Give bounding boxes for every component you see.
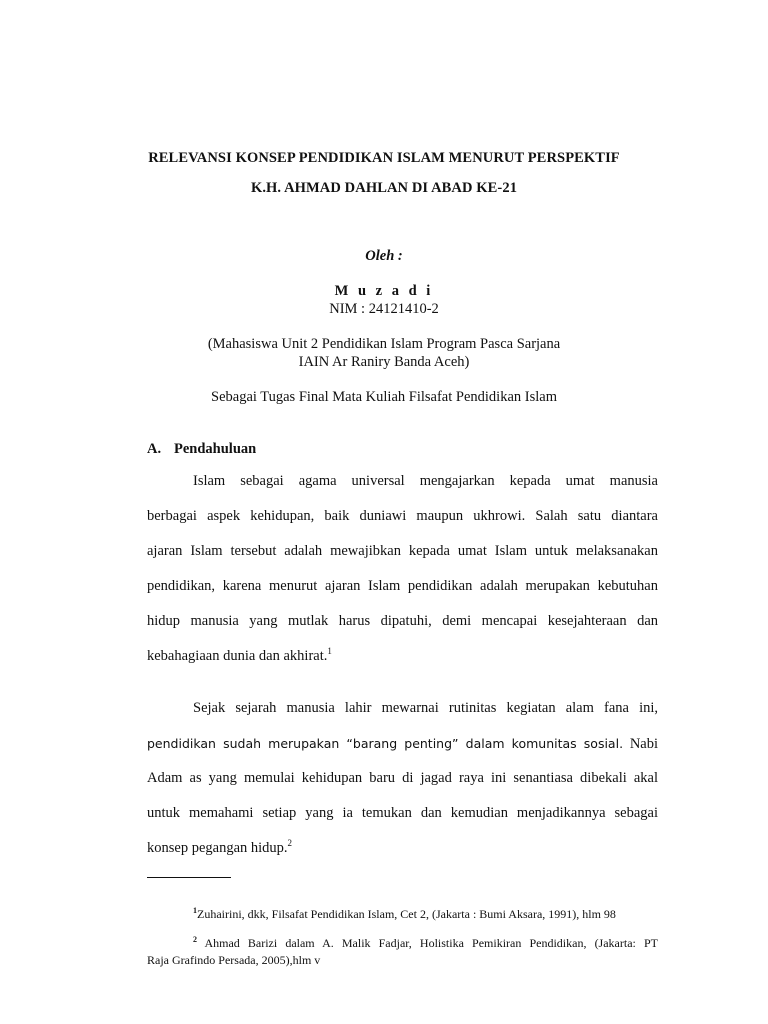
nim-text: NIM : 24121410-2	[329, 301, 439, 317]
paragraph-line: Islam sebagai agama universal mengajarkan kepada umat manusia	[193, 473, 658, 489]
purpose-text: Sebagai Tugas Final Mata Kuliah Filsafat Pendidikan Islam	[211, 389, 557, 405]
paragraph-line: pendidikan, karena menurut ajaran Islam pendidikan adalah merupakan kebutuhan	[147, 578, 658, 594]
paragraph-1	[147, 464, 658, 674]
footnote-2	[147, 935, 658, 969]
footnote-divider	[147, 877, 231, 878]
footnote-1	[147, 906, 658, 923]
paragraph-line: hidup manusia yang mutlak harus dipatuhi, demi mencapai kesejahteraan dan	[147, 613, 658, 629]
paragraph-line-text: kebahagiaan dunia dan akhirat.	[147, 648, 328, 664]
affiliation-line-2: IAIN Ar Raniry Banda Aceh)	[298, 354, 470, 370]
author-name: M u z a d i	[334, 283, 434, 299]
footnote-marker: 1	[193, 906, 197, 915]
title-line-2: K.H. AHMAD DAHLAN DI ABAD KE-21	[250, 180, 518, 196]
paragraph-line-mixed	[147, 726, 658, 761]
paragraph-line-last	[147, 639, 658, 674]
section-title: Pendahuluan	[174, 441, 257, 457]
paragraph-line: ajaran Islam tersebut adalah mewajibkan kepada umat Islam untuk melaksanakan	[147, 543, 658, 559]
paragraph-line: Sejak sejarah manusia lahir mewarnai rutinitas kegiatan alam fana ini,	[193, 700, 658, 716]
title-line-1: RELEVANSI KONSEP PENDIDIKAN ISLAM MENURUT PERSPEKTIF	[148, 150, 620, 166]
footnote-ref[interactable]: 2	[287, 838, 293, 848]
footnote-text: Zuhairini, dkk, Filsafat Pendidikan Islam, Cet 2, (Jakarta : Bumi Aksara, 1991), hlm 98	[197, 907, 616, 921]
affiliation-line-1: (Mahasiswa Unit 2 Pendidikan Islam Program Pasca Sarjana	[207, 336, 561, 352]
footnote-line	[147, 906, 658, 923]
paragraph-line-tail: Nabi	[629, 736, 659, 752]
section-number: A.	[147, 441, 162, 457]
paragraph-line-text: konsep pegangan hidup.	[147, 840, 288, 856]
footnote-text: Ahmad Barizi dalam A. Malik Fadjar, Holistika Pemikiran Pendidikan, (Jakarta: PT	[204, 936, 658, 950]
section-heading	[147, 441, 256, 458]
paragraph-2	[147, 691, 658, 866]
paragraph-line: berbagai aspek kehidupan, baik duniawi maupun ukhrowi. Salah satu diantara	[147, 508, 658, 524]
paragraph-line: Adam as yang memulai kehidupan baru di jagad raya ini senantiasa dibekali akal	[147, 770, 658, 786]
footnote-line	[147, 935, 658, 952]
footnote-line: Raja Grafindo Persada, 2005),hlm v	[147, 953, 321, 967]
oleh-label: Oleh :	[365, 248, 403, 264]
paragraph-line-text: pendidikan sudah merupakan “barang penting” dalam komunitas sosial.	[147, 736, 624, 751]
paragraph-line-last	[147, 831, 658, 866]
footnote-ref[interactable]: 1	[327, 646, 332, 656]
footnote-marker: 2	[193, 935, 197, 944]
paragraph-line: untuk memahami setiap yang ia temukan dan kemudian menjadikannya sebagai	[147, 805, 658, 821]
